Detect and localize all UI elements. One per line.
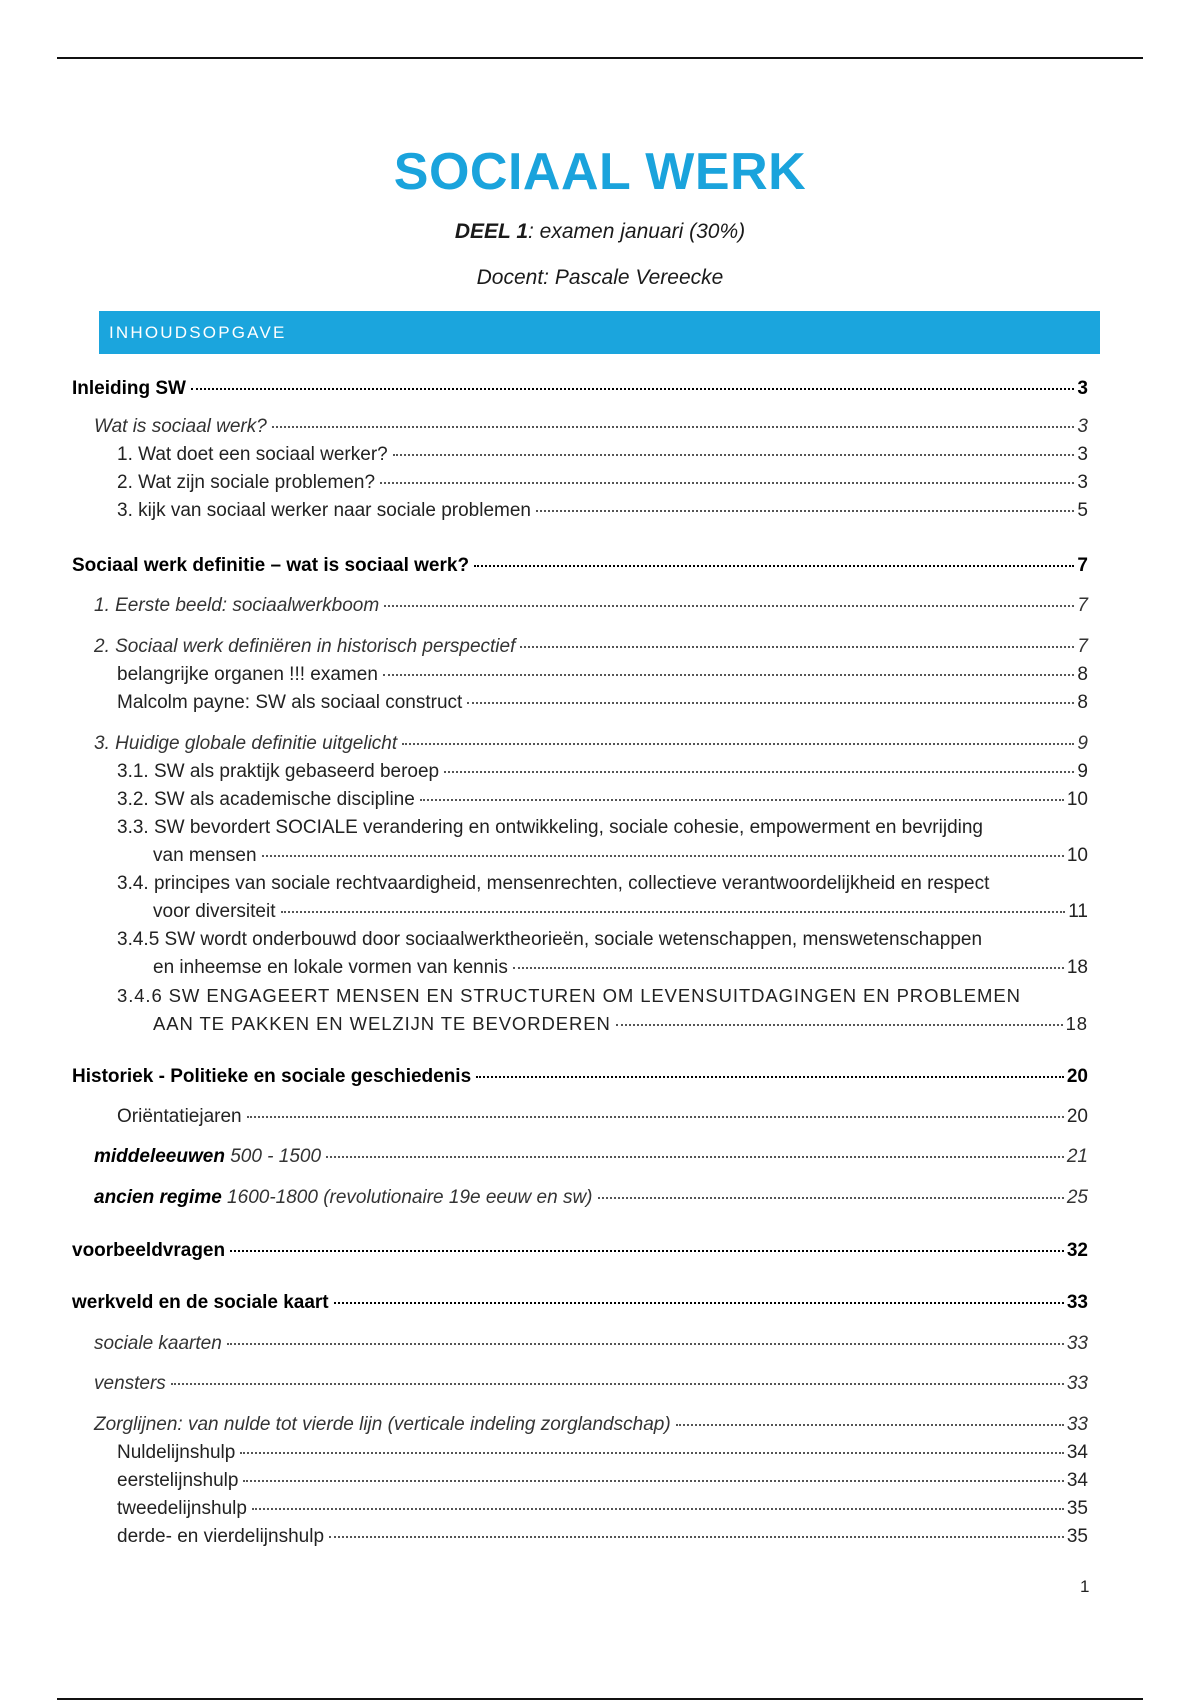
toc-entry-label: Inleiding SW — [72, 378, 186, 399]
toc-page-number: 33 — [1066, 1414, 1088, 1435]
toc-entry-orientatiejaren[interactable] — [117, 1106, 1088, 1128]
toc-page-number: 5 — [1077, 500, 1088, 521]
toc-entry-label: Sociaal werk definitie – wat is sociaal werk? — [72, 555, 470, 576]
toc-entry-label: tweedelijnshulp — [117, 1498, 247, 1519]
toc-leader — [393, 454, 1075, 456]
toc-entry-inleiding[interactable] — [72, 378, 1088, 400]
toc-leader — [536, 510, 1074, 512]
toc-page-number: 3 — [1077, 444, 1088, 465]
toc-entry-label: 3. Huidige globale definitie uitgelicht — [94, 733, 398, 754]
toc-page-number: 9 — [1077, 761, 1088, 782]
toc-entry-nuldelijnshulp[interactable] — [117, 1442, 1088, 1464]
toc-leader — [598, 1197, 1064, 1199]
toc-entry-label: Wat is sociaal werk? — [94, 416, 267, 437]
toc-entry-label — [94, 1187, 595, 1209]
toc-entry-label: Malcolm payne: SW als sociaal construct — [117, 692, 463, 713]
toc-entry-derde-vierdelijnshulp[interactable] — [117, 1526, 1088, 1548]
toc-entry-label: 3.1. SW als praktijk gebaseerd beroep — [117, 761, 440, 782]
toc-leader — [513, 967, 1064, 969]
toc-entry-range: 500 - 1500 — [224, 1146, 322, 1167]
toc-entry-historiek[interactable] — [72, 1066, 1088, 1088]
docent-line: Docent: Pascale Vereecke — [476, 266, 724, 289]
toc-page-number: 7 — [1077, 555, 1088, 576]
toc-page-number: 3 — [1077, 378, 1088, 399]
toc-page-number: 8 — [1077, 664, 1088, 685]
toc-page-number: 8 — [1077, 692, 1088, 713]
toc-leader — [262, 855, 1064, 857]
toc-entry-label: voor diversiteit — [153, 901, 276, 922]
toc-leader — [171, 1383, 1064, 1385]
toc-page-number: 9 — [1077, 733, 1088, 754]
toc-entry-label: derde- en vierdelijnshulp — [117, 1526, 325, 1547]
toc-leader — [334, 1302, 1064, 1304]
toc-page-number: 35 — [1066, 1498, 1088, 1519]
toc-entry-label: Zorglijnen: van nulde tot vierde lijn (verticale indeling zorglandschap) — [94, 1414, 671, 1435]
toc-entry-vensters[interactable] — [94, 1373, 1088, 1395]
toc-leader — [191, 388, 1074, 390]
toc-entry-zorglijnen[interactable] — [94, 1414, 1088, 1436]
toc-entry-3-4-line1[interactable]: 3.4. principes van sociale rechtvaardigheid, mensenrechten, collectieve verantwoordelijkheid en respect — [117, 873, 990, 894]
subtitle-part: DEEL 1 — [454, 220, 529, 243]
toc-leader — [227, 1343, 1064, 1345]
toc-entry-range: 1600-1800 (revolutionaire 19e eeuw en sw) — [221, 1187, 593, 1208]
toc-entry-label: van mensen — [153, 845, 257, 866]
toc-leader — [272, 426, 1075, 428]
toc-leader — [402, 743, 1074, 745]
toc-leader — [467, 702, 1074, 704]
document-title: SOCIAAL WERK — [393, 143, 807, 201]
toc-page-number: 32 — [1066, 1240, 1088, 1261]
toc-entry-label: eerstelijnshulp — [117, 1470, 239, 1491]
toc-entry-eerste-beeld[interactable] — [94, 595, 1088, 617]
toc-leader — [476, 1076, 1064, 1078]
toc-page-number: 3 — [1077, 416, 1088, 437]
toc-leader — [380, 482, 1074, 484]
toc-page-number: 35 — [1066, 1526, 1088, 1547]
toc-entry-wat-doet[interactable] — [117, 444, 1088, 466]
toc-entry-tweedelijnshulp[interactable] — [117, 1498, 1088, 1520]
toc-entry-3-4-5-line1[interactable]: 3.4.5 SW wordt onderbouwd door sociaalwerktheorieën, sociale wetenschappen, menswetenschappen — [117, 929, 983, 950]
toc-leader — [252, 1508, 1064, 1510]
toc-entry-payne[interactable] — [117, 692, 1088, 714]
toc-entry-label: en inheemse en lokale vormen van kennis — [153, 957, 508, 978]
toc-leader — [616, 1024, 1063, 1026]
toc-entry-label: 1. Wat doet een sociaal werker? — [117, 444, 388, 465]
toc-leader — [676, 1424, 1064, 1426]
toc-entry-sociale-kaarten[interactable] — [94, 1333, 1088, 1355]
toc-entry-label: werkveld en de sociale kaart — [72, 1292, 329, 1313]
toc-leader — [329, 1536, 1064, 1538]
toc-leader — [240, 1452, 1064, 1454]
toc-page-number: 21 — [1066, 1146, 1088, 1167]
toc-entry-historisch[interactable] — [94, 636, 1088, 658]
toc-page-number: 11 — [1068, 901, 1088, 922]
toc-leader — [383, 674, 1075, 676]
toc-leader — [247, 1116, 1064, 1118]
toc-leader — [520, 646, 1074, 648]
toc-entry-3-3[interactable] — [153, 845, 1088, 867]
toc-page-number: 3 — [1077, 472, 1088, 493]
toc-leader — [230, 1250, 1064, 1252]
toc-entry-middeleeuwen[interactable] — [94, 1146, 1088, 1168]
toc-entry-3-4[interactable] — [153, 901, 1088, 923]
toc-entry-werkveld[interactable] — [72, 1292, 1088, 1314]
toc-entry-label: Historiek - Politieke en sociale geschiedenis — [72, 1066, 472, 1087]
toc-entry-eerstelijnshulp[interactable] — [117, 1470, 1088, 1492]
toc-entry-label: 2. Wat zijn sociale problemen? — [117, 472, 376, 493]
toc-entry-3-2[interactable] — [117, 789, 1088, 811]
toc-entry-label: belangrijke organen !!! examen — [117, 664, 378, 685]
toc-page-number: 33 — [1066, 1333, 1088, 1354]
toc-page-number: 10 — [1066, 845, 1088, 866]
toc-entry-label: 3. kijk van sociaal werker naar sociale problemen — [117, 500, 531, 521]
toc-page-number: 25 — [1066, 1187, 1088, 1208]
toc-entry-sociale-problemen[interactable] — [117, 472, 1088, 494]
toc-entry-label: voorbeeldvragen — [72, 1240, 226, 1261]
toc-entry-label: sociale kaarten — [94, 1333, 222, 1354]
toc-entry-wat-is-sociaal-werk[interactable] — [94, 416, 1088, 438]
toc-entry-3-4-6-line1[interactable]: 3.4.6 SW ENGAGEERT MENSEN EN STRUCTUREN OM LEVENSUITDAGINGEN EN PROBLEMEN — [117, 985, 1021, 1006]
toc-entry-3-4-5[interactable] — [153, 957, 1088, 979]
toc-page-number: 20 — [1066, 1106, 1088, 1127]
toc-entry-definitie[interactable] — [72, 555, 1088, 577]
toc-leader — [281, 911, 1066, 913]
toc-entry-label — [94, 1146, 323, 1168]
toc-entry-ancien-regime[interactable] — [94, 1187, 1088, 1209]
toc-entry-3-4-6[interactable] — [153, 1013, 1088, 1035]
toc-leader — [474, 565, 1074, 567]
toc-entry-label: Nuldelijnshulp — [117, 1442, 236, 1463]
toc-leader — [243, 1480, 1063, 1482]
toc-page-number: 7 — [1077, 636, 1088, 657]
toc-entry-voorbeeldvragen[interactable] — [72, 1240, 1088, 1262]
toc-entry-label: 1. Eerste beeld: sociaalwerkboom — [94, 595, 380, 616]
toc-leader — [444, 771, 1074, 773]
toc-entry-label: AAN TE PAKKEN EN WELZIJN TE BEVORDEREN — [153, 1013, 611, 1034]
toc-page-number: 33 — [1066, 1292, 1088, 1313]
toc-leader — [384, 605, 1074, 607]
toc-leader — [326, 1156, 1064, 1158]
toc-page-number: 20 — [1066, 1066, 1088, 1087]
toc-heading-banner: INHOUDSOPGAVE — [99, 311, 1100, 354]
page-number: 1 — [1080, 1577, 1090, 1596]
toc-page-number: 33 — [1066, 1373, 1088, 1394]
toc-entry-emphasis: middeleeuwen — [94, 1146, 225, 1167]
toc-entry-label: Oriëntatiejaren — [117, 1106, 242, 1127]
toc-page-number: 7 — [1077, 595, 1088, 616]
toc-entry-label: vensters — [94, 1373, 166, 1394]
toc-entry-3-1[interactable] — [117, 761, 1088, 783]
toc-entry-3-3-line1[interactable]: 3.3. SW bevordert SOCIALE verandering en ontwikkeling, sociale cohesie, empowerment en bevrijding — [117, 817, 984, 838]
toc-entry-kijk[interactable] — [117, 500, 1088, 522]
toc-page-number: 18 — [1065, 1013, 1088, 1034]
toc-entry-label: 2. Sociaal werk definiëren in historisch perspectief — [94, 636, 516, 657]
toc-entry-organen[interactable] — [117, 664, 1088, 686]
toc-leader — [420, 799, 1064, 801]
toc-entry-globale-definitie[interactable] — [94, 733, 1088, 755]
subtitle-detail: : examen januari (30%) — [528, 220, 746, 243]
toc-page-number: 34 — [1066, 1442, 1088, 1463]
toc-entry-emphasis: ancien regime — [94, 1187, 222, 1208]
toc-entry-label: 3.2. SW als academische discipline — [117, 789, 415, 810]
toc-page-number: 10 — [1066, 789, 1088, 810]
toc-page-number: 34 — [1066, 1470, 1088, 1491]
toc-page-number: 18 — [1066, 957, 1088, 978]
